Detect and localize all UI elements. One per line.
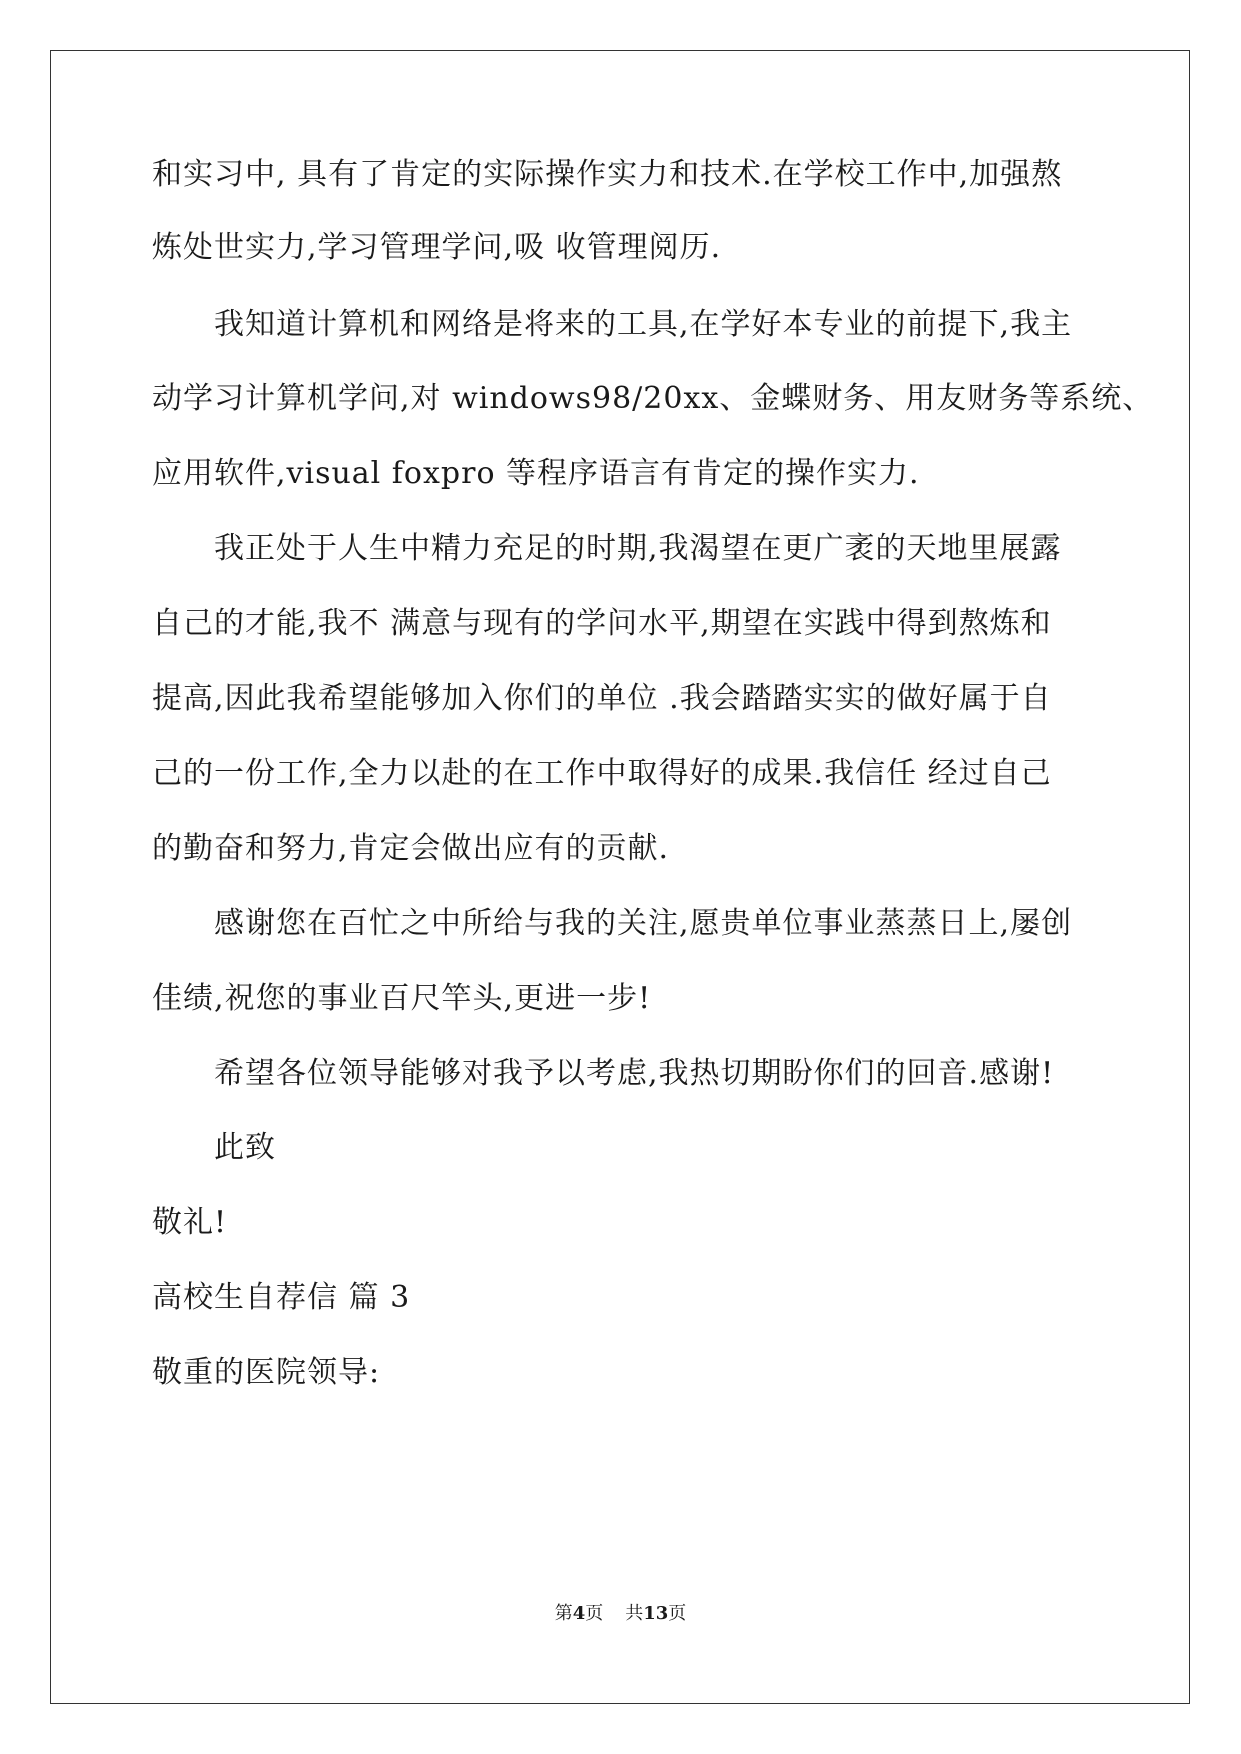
paragraph-ambition-line-1: 我正处于人生中精力充足的时期,我渴望在更广袤的天地里展露 [214,531,1062,566]
body-line-1: 和实习中, 具有了肯定的实际操作实力和技术.在学校工作中,加强熬 [152,157,1063,192]
paragraph-ambition-line-2: 自己的才能,我不 满意与现有的学问水平,期望在实践中得到熬炼和 [152,606,1052,641]
paragraph-thanks-line-2: 佳绩,祝您的事业百尺竿头,更进一步! [152,981,652,1016]
paragraph-computer-skills-line-1: 我知道计算机和网络是将来的工具,在学好本专业的前提下,我主 [214,307,1073,342]
letter-greeting: 敬重的医院领导: [152,1355,381,1390]
total-prefix: 共 [625,1603,644,1624]
paragraph-computer-skills-line-3: 应用软件,visual foxpro 等程序语言有肯定的操作实力. [152,456,920,491]
paragraph-ambition-line-4: 己的一份工作,全力以赴的在工作中取得好的成果.我信任 经过自己 [152,756,1052,791]
body-line-2: 炼处世实力,学习管理学问,吸 收管理阅历. [152,230,722,265]
paragraph-ambition-line-5: 的勤奋和努力,肯定会做出应有的贡献. [152,831,670,866]
page-prefix: 第 [554,1603,573,1624]
paragraph-computer-skills-line-2: 动学习计算机学问,对 windows98/20xx、金蝶财务、用友财务等系统、 [152,381,1154,416]
page-footer [0,1602,1241,1626]
page-total: 13 [643,1603,669,1624]
section-heading: 高校生自荐信 篇 3 [152,1280,411,1315]
total-suffix: 页 [668,1603,687,1624]
page-current: 4 [572,1603,586,1624]
closing-regards: 敬礼! [152,1205,228,1240]
page-suffix: 页 [585,1603,604,1624]
paragraph-ambition-line-3: 提高,因此我希望能够加入你们的单位 .我会踏踏实实的做好属于自 [152,681,1052,716]
paragraph-hope: 希望各位领导能够对我予以考虑,我热切期盼你们的回音.感谢! [214,1056,1055,1091]
page-border [50,50,1190,1704]
paragraph-thanks-line-1: 感谢您在百忙之中所给与我的关注,愿贵单位事业蒸蒸日上,屡创 [214,906,1073,941]
closing-salutation: 此致 [214,1130,276,1165]
